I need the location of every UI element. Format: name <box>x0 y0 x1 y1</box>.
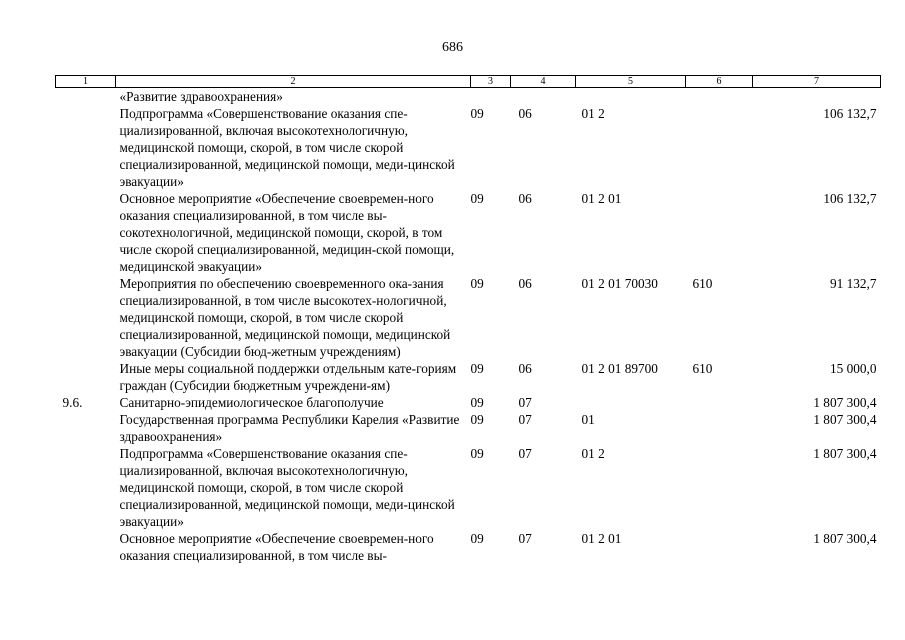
subsection-code-cell: 06 <box>518 191 532 206</box>
table-row <box>56 105 881 190</box>
subsection-code-cell: 07 <box>518 412 532 427</box>
row-number-cell <box>56 105 116 190</box>
page-number: 686 <box>442 40 463 55</box>
table-row <box>56 411 881 445</box>
header-row <box>56 76 881 88</box>
row-name-cell: Иные меры социальной поддержки отдельным кате-гориям граждан (Субсидии бюджетным учреждени-ям) <box>119 361 457 393</box>
row-name-cell: Основное мероприятие «Обеспечение своевремен-ного оказания специализированной, в том числе вы-сокотехнологичной, медицинской помощи, скорой, в том числе скорой специализированной, медицин-ской помощи, медицинской эвакуации» <box>119 191 455 274</box>
budget-table <box>55 75 881 564</box>
section-code-cell: 09 <box>470 395 484 410</box>
table-row <box>56 445 881 530</box>
row-name-cell: Государственная программа Республики Карелия «Развитие здравоохранения» <box>119 412 460 444</box>
amount-cell: 1 807 300,4 <box>813 531 877 546</box>
column-header-7: 7 <box>753 76 881 88</box>
subsection-code-cell: 06 <box>518 106 532 121</box>
target-article-cell <box>576 88 686 106</box>
expense-type-cell <box>686 190 753 275</box>
table-row <box>56 394 881 411</box>
expense-type-cell <box>686 88 753 106</box>
row-number-cell <box>56 411 116 445</box>
section-code-cell: 09 <box>470 531 484 546</box>
expense-type-cell <box>686 394 753 411</box>
section-code-cell: 09 <box>470 446 484 461</box>
table-row <box>56 275 881 360</box>
target-article-cell: 01 2 01 <box>581 191 622 206</box>
row-number-cell <box>56 190 116 275</box>
table-body <box>56 88 881 565</box>
row-number-cell <box>56 445 116 530</box>
column-header-5: 5 <box>576 76 686 88</box>
subsection-code-cell: 06 <box>518 361 532 376</box>
row-name-cell: Мероприятия по обеспечению своевременного ока-зания специализированной, в том числе высокотех-нологичной, медицинской помощи, скорой, в том числе скорой специализированной, медицинской помощи, медицинской эвакуации (Субсидии бюд-жетным учреждениям) <box>119 276 451 359</box>
subsection-code-cell <box>511 88 576 106</box>
amount-cell: 1 807 300,4 <box>813 412 877 427</box>
section-code-cell: 09 <box>470 276 484 291</box>
column-header-4: 4 <box>511 76 576 88</box>
row-number-cell <box>56 530 116 564</box>
amount-cell: 1 807 300,4 <box>813 446 877 461</box>
table-header <box>56 76 881 88</box>
target-article-cell: 01 2 01 <box>581 531 622 546</box>
row-name-cell: Подпрограмма «Совершенствование оказания спе-циализированной, включая высокотехнологичную, медицинской помощи, скорой, в том числе скорой специализированной, медицинской помощи, меди-цинской эвакуации» <box>119 106 455 189</box>
column-header-6: 6 <box>686 76 753 88</box>
amount-cell <box>753 88 881 106</box>
amount-cell: 1 807 300,4 <box>813 395 877 410</box>
amount-cell: 15 000,0 <box>829 361 877 376</box>
target-article-cell: 01 2 <box>581 446 605 461</box>
section-code-cell: 09 <box>470 412 484 427</box>
target-article-cell: 01 <box>581 412 595 427</box>
table-row <box>56 88 881 106</box>
section-code-cell <box>471 88 511 106</box>
table-row <box>56 530 881 564</box>
target-article-cell: 01 2 01 89700 <box>581 361 658 376</box>
expense-type-cell: 610 <box>692 276 713 291</box>
section-code-cell: 09 <box>470 361 484 376</box>
expense-type-cell <box>686 445 753 530</box>
expense-type-cell <box>686 105 753 190</box>
target-article-cell: 01 2 <box>581 106 605 121</box>
subsection-code-cell: 06 <box>518 276 532 291</box>
subsection-code-cell: 07 <box>518 531 532 546</box>
column-header-1: 1 <box>56 76 116 88</box>
target-article-cell: 01 2 01 70030 <box>581 276 658 291</box>
table-row <box>56 190 881 275</box>
column-header-3: 3 <box>471 76 511 88</box>
expense-type-cell <box>686 530 753 564</box>
amount-cell: 106 132,7 <box>823 106 877 121</box>
row-name-cell: «Развитие здравоохранения» <box>119 89 283 104</box>
section-code-cell: 09 <box>470 191 484 206</box>
row-number-cell <box>56 275 116 360</box>
row-name-cell: Основное мероприятие «Обеспечение своевремен-ного оказания специализированной, в том числе вы- <box>119 531 434 563</box>
expense-type-cell: 610 <box>692 361 713 376</box>
section-code-cell: 09 <box>470 106 484 121</box>
expense-type-cell <box>686 411 753 445</box>
subsection-code-cell: 07 <box>518 446 532 461</box>
row-name-cell: Подпрограмма «Совершенствование оказания спе-циализированной, включая высокотехнологичную, медицинской помощи, скорой, в том числе скорой специализированной, медицинской помощи, меди-цинской эвакуации» <box>119 446 455 529</box>
row-number-cell <box>56 360 116 394</box>
row-name-cell: Санитарно-эпидемиологическое благополучие <box>119 395 384 410</box>
subsection-code-cell: 07 <box>518 395 532 410</box>
amount-cell: 106 132,7 <box>823 191 877 206</box>
column-header-2: 2 <box>116 76 471 88</box>
amount-cell: 91 132,7 <box>829 276 877 291</box>
row-number-cell <box>56 88 116 106</box>
target-article-cell <box>576 394 686 411</box>
table-row <box>56 360 881 394</box>
row-number-cell: 9.6. <box>62 395 83 410</box>
